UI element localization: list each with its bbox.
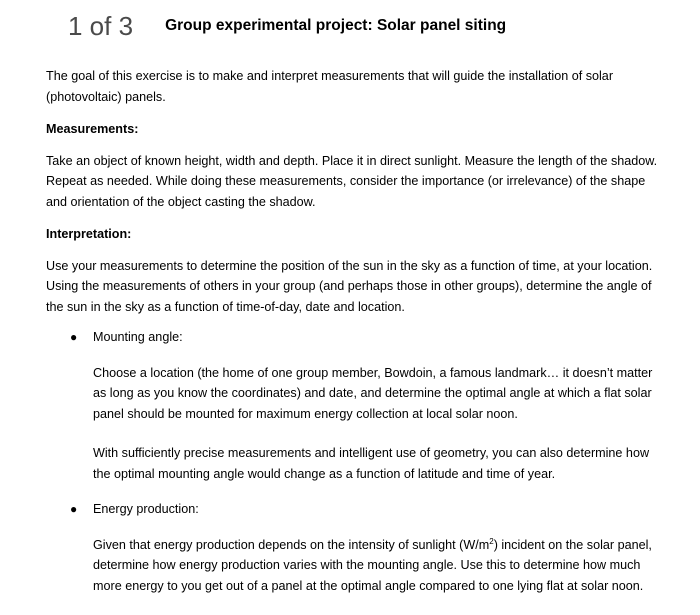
bullet-label-energy-production: Energy production: bbox=[93, 502, 199, 516]
document-body bbox=[46, 66, 664, 615]
mounting-angle-paragraph-2: With sufficiently precise measurements and intelligent use of geometry, you can also determine how the optimal mounting angle would change as a function of latitude and time of year. bbox=[93, 446, 650, 481]
mounting-angle-paragraph-1: Choose a location (the home of one group member, Bowdoin, a famous landmark… it doesn’t matter as long as you know the coordinates) and date, and determine the optimal angle at which a flat solar panel should be mounted for maximum energy collection at local solar noon. bbox=[93, 365, 653, 421]
measurements-paragraph: Take an object of known height, width and depth. Place it in direct sunlight. Measure the length of the shadow. Repeat as needed. While doing these measurements, consider the importance (or irrelevance) of the shape and orientation of the object casting the shadow. bbox=[46, 153, 658, 209]
document-title: Group experimental project: Solar panel siting bbox=[165, 17, 507, 34]
bullet-icon: ● bbox=[70, 330, 78, 344]
bullet-list bbox=[46, 327, 664, 596]
energy-text-before-unit: Given that energy production depends on the intensity of sunlight (W/m bbox=[93, 537, 490, 552]
unit-superscript: 2 bbox=[489, 536, 494, 546]
bullet-icon: ● bbox=[70, 502, 78, 516]
energy-production-paragraph bbox=[93, 535, 664, 597]
measurements-heading: Measurements: bbox=[46, 122, 139, 136]
intro-paragraph: The goal of this exercise is to make and interpret measurements that will guide the installation of solar (photovoltaic) panels. bbox=[46, 69, 614, 104]
page-counter: 1 of 3 bbox=[68, 10, 134, 41]
energy-text-after-unit: ) incident on the solar panel, determine how energy production varies with the mounting angle. Use this to determine how much more energy to you get out of a panel at the optimal angle compared to one lying flat at solar noon. bbox=[93, 537, 652, 593]
interpretation-paragraph: Use your measurements to determine the position of the sun in the sky as a function of time, at your location. Using the measurements of others in your group (and perhaps those in other groups), determine the angle of the sun in the sky as a function of time-of-day, date and location. bbox=[46, 258, 653, 314]
bullet-item-energy-production bbox=[46, 499, 664, 596]
page-header bbox=[68, 6, 506, 46]
interpretation-heading: Interpretation: bbox=[46, 227, 132, 241]
bullet-label-mounting-angle: Mounting angle: bbox=[93, 330, 183, 344]
bullet-item-mounting-angle bbox=[46, 327, 664, 484]
